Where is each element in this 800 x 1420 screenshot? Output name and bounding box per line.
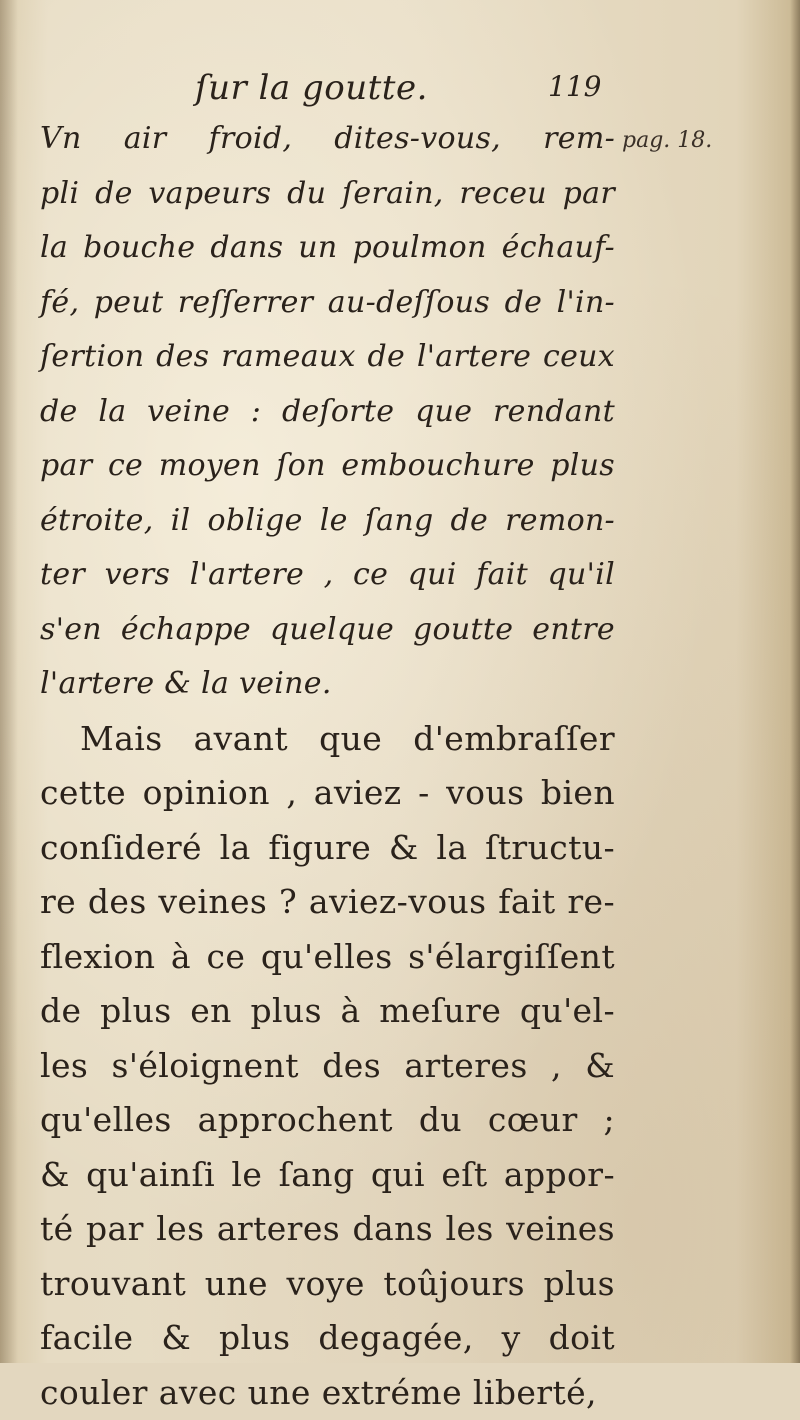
gutter-shadow [0,0,18,1363]
body-line: facile & plus degagée, y doit [40,1311,615,1366]
page-number: 119 [548,70,601,103]
quote-line: ter vers l'artere , ce qui fait qu'il [40,548,615,603]
body-line: flexion à ce qu'elles s'élargiſſent [40,930,615,985]
quote-line: fé, peut reſſerrer au-deſſous de l'in- [40,276,615,331]
quoted-passage [40,112,615,712]
body-line: & qu'ainſi le ſang qui eſt appor- [40,1148,615,1203]
body-line: re des veines ? aviez-vous fait re- [40,875,615,930]
page-edge-shadow [790,0,800,1363]
quote-line: par ce moyen ſon embouchure plus [40,439,615,494]
margin-note: pag. 18. [622,128,712,153]
body-line: cette opinion , aviez - vous bien [40,766,615,821]
body-line: couler avec une extréme liberté, [40,1366,615,1420]
quote-line: pli de vapeurs du ſerain, receu par [40,167,615,222]
body-line: té par les arteres dans les veines [40,1202,615,1257]
body-line: Mais avant que d'embraſſer [40,712,615,767]
quote-line: l'artere & la veine. [40,657,615,712]
body-paragraph [40,712,615,1420]
quote-line: ſertion des rameaux de l'artere ceux [40,330,615,385]
text-block [40,112,615,1420]
body-line: trouvant une voye toûjours plus [40,1257,615,1312]
running-head: ſur la goutte. [195,68,428,108]
body-line: de plus en plus à meſure qu'el- [40,984,615,1039]
quote-line: s'en échappe quelque goutte entre [40,603,615,658]
quote-line: la bouche dans un poulmon échauf- [40,221,615,276]
body-line: les s'éloignent des arteres , & [40,1039,615,1094]
quote-line: Vn air froid, dites-vous, rem- [40,112,615,167]
body-line: conſideré la figure & la ſtructu- [40,821,615,876]
quote-line: étroite, il oblige le ſang de remon- [40,494,615,549]
quote-line: de la veine : deſorte que rendant [40,385,615,440]
body-line: qu'elles approchent du cœur ; [40,1093,615,1148]
